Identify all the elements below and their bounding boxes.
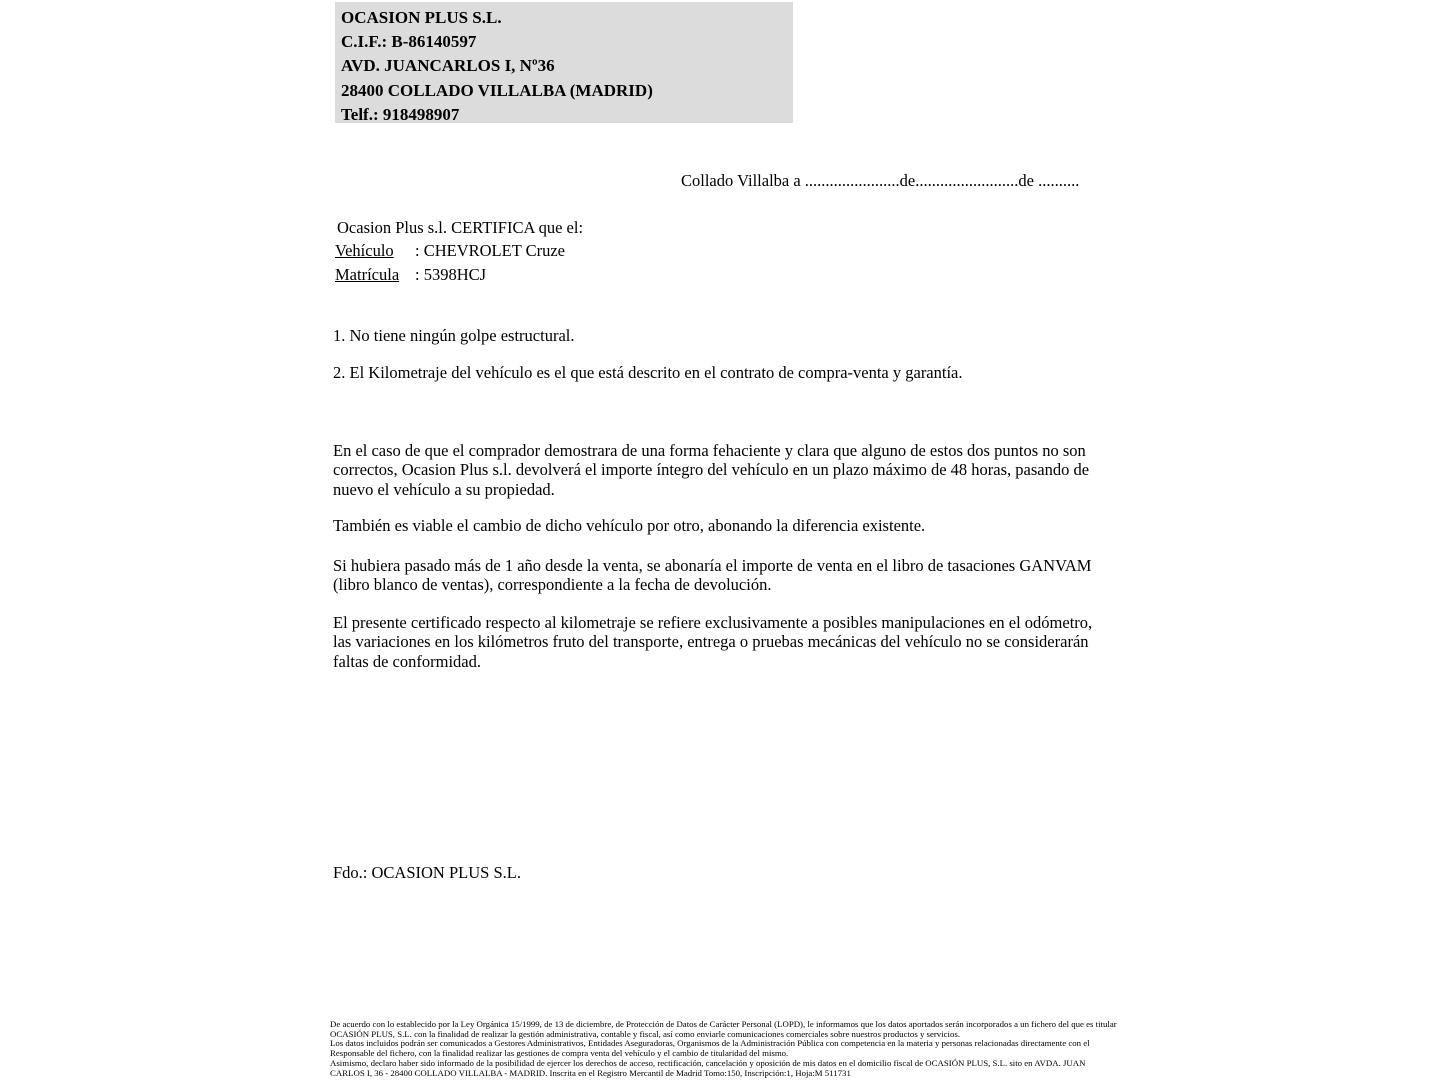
footer-line: De acuerdo con lo establecido por la Ley Orgánica 15/1999, de 13 de diciembre, de Protección de Datos de Carácter Personal (LOPD), le informamos que los datos aportados serán incorporados a un fichero del que es titular xyxy=(330,1019,1117,1029)
company-phone: Telf.: 918498907 xyxy=(341,104,460,124)
paragraph-exchange: También es viable el cambio de dicho vehículo por otro, abonando la diferencia existente. xyxy=(333,516,926,535)
paragraph-odometer: El presente certificado respecto al kilometraje se refiere exclusivamente a posibles manipulaciones en el odómetro, las variaciones en los kilómetros fruto del transporte, entrega o pruebas mecánicas del vehículo no se considerarán faltas de conformidad. xyxy=(333,613,1093,671)
vehicle-value: : CHEVROLET Cruze xyxy=(415,241,566,260)
paragraph-ganvam: Si hubiera pasado más de 1 año desde la venta, se abonaría el importe de venta en el libro de tasaciones GANVAM (libro blanco de ventas), correspondiente a la fecha de devolución. xyxy=(333,556,1092,595)
paragraph-refund: En el caso de que el comprador demostrara de una forma fehaciente y clara que alguno de estos dos puntos no son correctos, Ocasion Plus s.l. devolverá el importe íntegro del vehículo en un plazo máximo de 48 horas, pasando de nuevo el vehículo a su propiedad. xyxy=(333,441,1090,499)
point-2: 2. El Kilometraje del vehículo es el que está descrito en el contrato de compra-venta y garantía. xyxy=(333,363,963,382)
certifies-intro: Ocasion Plus s.l. CERTIFICA que el: xyxy=(337,218,584,237)
vehicle-label: Vehículo xyxy=(335,241,394,260)
plate-row xyxy=(335,265,486,284)
company-city: 28400 COLLADO VILLALBA (MADRID) xyxy=(341,80,653,100)
company-header-block xyxy=(335,2,793,123)
company-address: AVD. JUANCARLOS I, Nº36 xyxy=(341,56,555,76)
footer-line: OCASIÓN PLUS, S.L. con la finalidad de realizar la gestión administrativa, contable y fiscal, así como enviarle comunicaciones comerciales sobre nuestros productos y servicios. xyxy=(330,1028,961,1039)
footer-line: CARLOS I, 36 - 28400 COLLADO VILLALBA - MADRID. Inscrita en el Registro Mercantil de Madrid Tomo:150, Inscripción:1, Hoja:M 511731 xyxy=(330,1067,851,1078)
company-cif: C.I.F.: B-86140597 xyxy=(341,32,477,52)
date-line: Collado Villalba a .......................de.........................de .......... xyxy=(681,171,1080,190)
point-1: 1. No tiene ningún golpe estructural. xyxy=(333,326,575,345)
footer-line: Los datos incluidos podrán ser comunicados a Gestores Administrativos, Entidades Aseguradoras, Organismos de la Administración Pública con competencia en la materia y personas relacionadas directamente con el xyxy=(330,1038,1090,1049)
company-name: OCASION PLUS S.L. xyxy=(341,8,502,27)
signature-line: Fdo.: OCASION PLUS S.L. xyxy=(333,863,521,882)
plate-label: Matrícula xyxy=(335,265,400,284)
footer-line: Asimismo, declaro haber sido informado de la posibilidad de ejercer los derechos de acceso, rectificación, cancelación y oposición de mis datos en el domicilio fiscal de OCASIÓN PLUS, S.L. sito en AVDA. JUAN xyxy=(330,1057,1086,1068)
plate-value: : 5398HCJ xyxy=(415,265,487,284)
legal-footer xyxy=(330,1020,1120,1078)
vehicle-row xyxy=(335,241,565,260)
footer-line: Responsable del fichero, con la finalidad realizar las gestiones de compra venta del vehículo y el cambio de titularidad del mismo. xyxy=(330,1048,789,1059)
